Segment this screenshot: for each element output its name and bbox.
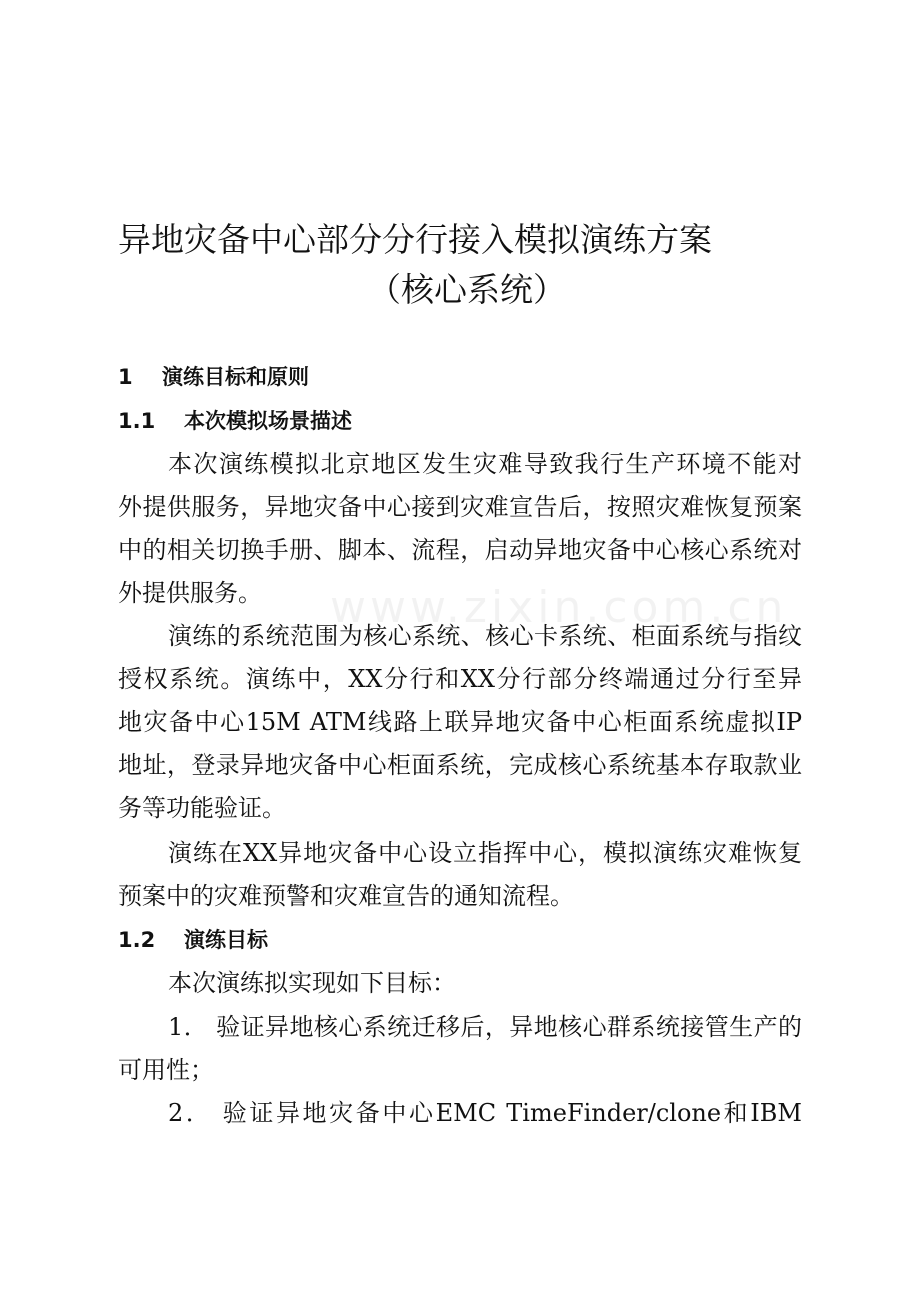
section-heading-1-1 — [118, 406, 352, 436]
text-line: 2． 验证异地灾备中心EMC TimeFinder/clone和IBM — [168, 1099, 802, 1127]
text-line: 1． 验证异地核心系统迁移后，异地核心群系统接管生产的 — [168, 1013, 802, 1041]
text-line: 务等功能验证。 — [118, 794, 286, 822]
paragraph-scenario — [118, 443, 802, 615]
document-subtitle: （核心系统） — [368, 270, 566, 309]
text-line: 地灾备中心15M ATM线路上联异地灾备中心柜面系统虚拟IP — [118, 708, 802, 736]
text-line: 中的相关切换手册、脚本、流程，启动异地灾备中心核心系统对 — [118, 536, 802, 564]
paragraph-scope — [118, 615, 802, 830]
list-item-goal-1 — [118, 1006, 802, 1092]
paragraph-goals-intro — [118, 962, 802, 1005]
text-line: 授权系统。演练中，XX分行和XX分行部分终端通过分行至异 — [118, 665, 802, 693]
section-number: 1 — [118, 365, 133, 389]
watermark: www.zixin.com.cn — [330, 582, 788, 633]
section-title: 本次模拟场景描述 — [184, 409, 352, 433]
section-number: 1.1 — [118, 409, 156, 433]
text-line: 地址，登录异地灾备中心柜面系统，完成核心系统基本存取款业 — [118, 751, 802, 779]
paragraph-command-center — [118, 832, 802, 918]
text-line: 演练的系统范围为核心系统、核心卡系统、柜面系统与指纹 — [168, 622, 802, 650]
text-line: 可用性； — [118, 1056, 214, 1084]
list-item-goal-2 — [118, 1092, 802, 1135]
section-title: 演练目标 — [184, 928, 268, 952]
text-line: 本次演练模拟北京地区发生灾难导致我行生产环境不能对 — [168, 450, 802, 478]
text-line: 预案中的灾难预警和灾难宣告的通知流程。 — [118, 882, 574, 910]
document-title: 异地灾备中心部分分行接入模拟演练方案 — [118, 220, 712, 259]
text-line: 外提供服务。 — [118, 579, 262, 607]
text-line: 本次演练拟实现如下目标： — [168, 969, 456, 997]
section-heading-1 — [118, 362, 309, 392]
section-title: 演练目标和原则 — [162, 365, 309, 389]
text-line: 演练在XX异地灾备中心设立指挥中心，模拟演练灾难恢复 — [168, 839, 802, 867]
section-heading-1-2 — [118, 925, 268, 955]
section-number: 1.2 — [118, 928, 156, 952]
text-line: 外提供服务，异地灾备中心接到灾难宣告后，按照灾难恢复预案 — [118, 493, 802, 521]
